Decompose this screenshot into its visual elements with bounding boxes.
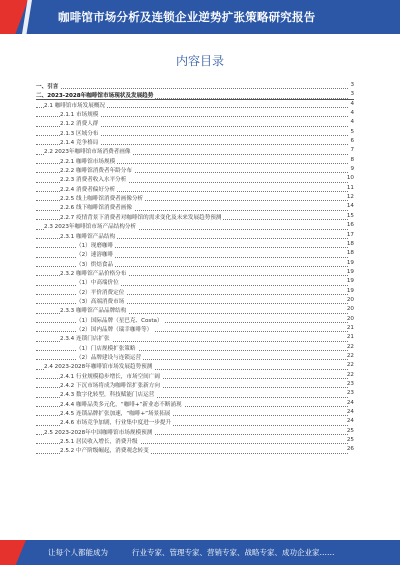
toc-entry-label: （2）速溶咖啡: [76, 252, 114, 259]
toc-entry[interactable]: [36, 185, 354, 194]
toc-entry[interactable]: [36, 446, 354, 455]
toc-entry-page: 4: [350, 100, 354, 107]
toc-entry-page: 16: [346, 222, 354, 229]
toc-entry-page: 15: [346, 212, 354, 219]
toc-entry[interactable]: [36, 250, 354, 259]
toc-entry-label: 2.2.3 消费者收入水平分析: [60, 177, 127, 184]
toc-entry-page: 3: [350, 82, 354, 88]
toc-entry-label: 2.3.1 咖啡馆产品结构: [60, 233, 116, 240]
toc-entry-page: 26: [346, 446, 354, 453]
toc-entry-page: 17: [346, 231, 354, 238]
toc-entry[interactable]: [36, 372, 354, 381]
toc-entry-page: 24: [346, 418, 354, 425]
toc-entry-label: （1）中高端价位: [76, 280, 119, 287]
toc-entry-page: 19: [346, 268, 354, 275]
toc-entry-page: 19: [346, 278, 354, 285]
toc-entry-label: （1）门店规模扩张策略: [76, 345, 136, 352]
toc-entry-label: （2）国内品牌（瑞幸咖啡等）: [76, 326, 153, 333]
toc-entry[interactable]: [36, 344, 354, 353]
toc-entry-page: 24: [346, 399, 354, 406]
toc-entry[interactable]: [36, 129, 354, 138]
toc-leader-dots: [36, 88, 348, 89]
toc-entry-label: 二、2023-2028年咖啡馆市场现状及发展趋势: [36, 93, 154, 100]
toc-entry-page: 12: [346, 194, 354, 201]
toc-entry-page: 4: [350, 119, 354, 126]
toc-entry-page: 23: [346, 381, 354, 387]
page-header: [0, 0, 400, 34]
toc-entry[interactable]: [36, 138, 354, 147]
toc-entry-page: 20: [346, 306, 354, 313]
toc-entry-label: 2.4.5 连锁品牌扩张加速，“咖啡+”场景拓展: [60, 411, 171, 418]
toc-entry-page: 25: [346, 427, 354, 434]
toc-entry[interactable]: [36, 166, 354, 175]
toc-entry-label: （3）烘焙食品: [76, 261, 114, 268]
toc-entry-label: 2.2.7 疫情背景下消费者对咖啡馆的需求变化及未来发展趋势预测: [60, 214, 222, 221]
toc-entry[interactable]: [36, 82, 354, 91]
toc-entry[interactable]: [36, 428, 354, 437]
toc-entry-label: 2.3 2023年咖啡馆市场产品结构分析: [44, 224, 137, 231]
table-of-contents: [36, 82, 354, 456]
toc-entry-page: 18: [346, 240, 354, 247]
toc-entry-label: 2.2.5 线上咖啡馆消费者画像分析: [60, 196, 144, 203]
toc-entry-label: 2.5.1 居民收入增长，消费升级: [60, 439, 138, 446]
toc-entry-label: 2.1.3 区域分布: [60, 130, 99, 137]
toc-entry-label: 2.4.2 下沉市场将成为咖啡馆扩张新方向: [60, 383, 160, 389]
toc-entry-page: 20: [346, 296, 354, 303]
toc-entry[interactable]: [36, 362, 354, 371]
toc-entry-page: 21: [346, 334, 354, 341]
toc-entry[interactable]: [36, 316, 354, 325]
toc-entry-label: （1）国际品牌（星巴克、Costa）: [76, 317, 163, 324]
toc-entry[interactable]: [36, 325, 354, 334]
toc-entry-page: 18: [346, 250, 354, 257]
toc-entry[interactable]: [36, 260, 354, 269]
footer-slogan-right: 行业专家、管理专家、营销专家、战略专家、成功企业家……: [132, 548, 335, 557]
toc-entry[interactable]: [36, 119, 354, 128]
toc-entry[interactable]: [36, 157, 354, 166]
toc-entry-label: （2）品牌建设与连锁运营: [76, 354, 142, 361]
toc-entry-label: 2.1.2 消费人群: [60, 121, 99, 128]
toc-entry-label: 一、引言: [36, 84, 59, 90]
toc-entry-page: 20: [346, 315, 354, 322]
toc-entry[interactable]: [36, 203, 354, 212]
toc-heading: 内容目录: [175, 54, 224, 68]
toc-entry[interactable]: [36, 232, 354, 241]
toc-entry[interactable]: [36, 400, 354, 409]
report-title: 咖啡馆市场分析及连锁企业逆势扩张策略研究报告: [58, 10, 316, 24]
toc-entry[interactable]: [36, 418, 354, 427]
toc-entry[interactable]: [36, 288, 354, 297]
toc-entry[interactable]: [36, 91, 354, 100]
toc-entry[interactable]: [36, 437, 354, 446]
toc-entry-page: 5: [350, 128, 354, 135]
toc-entry-label: 2.4.3 数字化转型，科技赋能门店运营: [60, 392, 155, 399]
toc-entry-label: 2.4.4 咖啡品类多元化，“咖啡+”新业态不断涌现: [60, 401, 182, 408]
toc-entry[interactable]: [36, 222, 354, 231]
toc-entry-label: 2.5.2 中产阶级崛起，消费观念转变: [60, 448, 149, 455]
toc-entry-label: 2.4.1 行业规模稳步增长，市场空间广阔: [60, 373, 160, 380]
toc-entry-label: （1）现磨咖啡: [76, 242, 114, 249]
toc-entry-label: 2.2.2 咖啡馆消费者年龄分布: [60, 168, 132, 175]
toc-entry[interactable]: [36, 194, 354, 203]
toc-entry[interactable]: [36, 278, 354, 287]
toc-entry-page: 23: [346, 390, 354, 397]
footer-slogan-left: 让每个人都能成为: [48, 548, 108, 557]
toc-entry-label: 2.1.4 竞争格局: [60, 140, 99, 147]
toc-entry-page: 22: [346, 343, 354, 350]
toc-entry[interactable]: [36, 213, 354, 222]
toc-entry-label: 2.1.1 市场规模: [60, 112, 99, 119]
toc-entry[interactable]: [36, 353, 354, 362]
toc-entry-page: 6: [350, 138, 354, 145]
toc-entry-page: 19: [346, 287, 354, 294]
toc-entry[interactable]: [36, 381, 354, 390]
toc-entry-page: 4: [350, 110, 354, 117]
toc-entry-page: 14: [346, 203, 354, 210]
toc-entry-page: 11: [346, 184, 354, 191]
toc-entry[interactable]: [36, 241, 354, 250]
toc-entry[interactable]: [36, 175, 354, 184]
toc-entry[interactable]: [36, 306, 354, 315]
toc-entry[interactable]: [36, 390, 354, 399]
toc-entry-label: （3）高端消费市场: [76, 298, 125, 305]
toc-entry-label: 2.2.1 咖啡馆市场规模: [60, 158, 116, 165]
toc-entry[interactable]: [36, 409, 354, 418]
toc-entry-label: 2.3.2 咖啡馆产品价格分布: [60, 270, 127, 277]
page-footer: [0, 540, 400, 565]
footer-red-stripe: [0, 540, 26, 565]
toc-entry-label: 2.2.6 线下咖啡馆消费者画像: [60, 205, 132, 212]
toc-entry-page: 25: [346, 437, 354, 444]
toc-entry-page: 7: [350, 147, 354, 154]
toc-entry-page: 9: [350, 166, 354, 173]
toc-entry-page: 22: [346, 362, 354, 369]
toc-entry-label: 2.1 咖啡馆市场发展概况: [44, 102, 106, 109]
toc-entry-page: 21: [346, 324, 354, 331]
toc-entry-page: 22: [346, 371, 354, 378]
toc-entry-label: 2.4.6 市场竞争加剧，行业集中度进一步提升: [60, 420, 172, 427]
toc-entry-label: 2.2 2023年咖啡馆市场消费者画像: [44, 149, 131, 156]
toc-entry[interactable]: [36, 147, 354, 156]
toc-entry-page: 10: [346, 175, 354, 182]
toc-entry-label: 2.3.4 连锁门店扩张: [60, 336, 110, 343]
toc-entry[interactable]: [36, 334, 354, 343]
toc-entry-page: 24: [346, 409, 354, 416]
toc-entry-label: 2.5 2023-2028年中国咖啡馆市场规模预测: [44, 429, 153, 436]
toc-entry-page: 8: [350, 156, 354, 163]
toc-entry-label: 2.3.3 咖啡馆产品品牌结构: [60, 308, 127, 315]
toc-entry-label: （2）平价消费定位: [76, 289, 125, 296]
toc-entry-label: 2.2.4 消费者偏好分析: [60, 186, 116, 193]
toc-entry[interactable]: [36, 110, 354, 119]
toc-entry[interactable]: [36, 297, 354, 306]
toc-entry[interactable]: [36, 101, 354, 110]
toc-entry[interactable]: [36, 269, 354, 278]
toc-entry-page: 3: [350, 91, 354, 98]
toc-entry-label: 2.4 2023-2028年咖啡馆市场发展趋势预测: [44, 364, 153, 371]
toc-entry-page: 22: [346, 352, 354, 359]
toc-entry-page: 19: [346, 259, 354, 266]
